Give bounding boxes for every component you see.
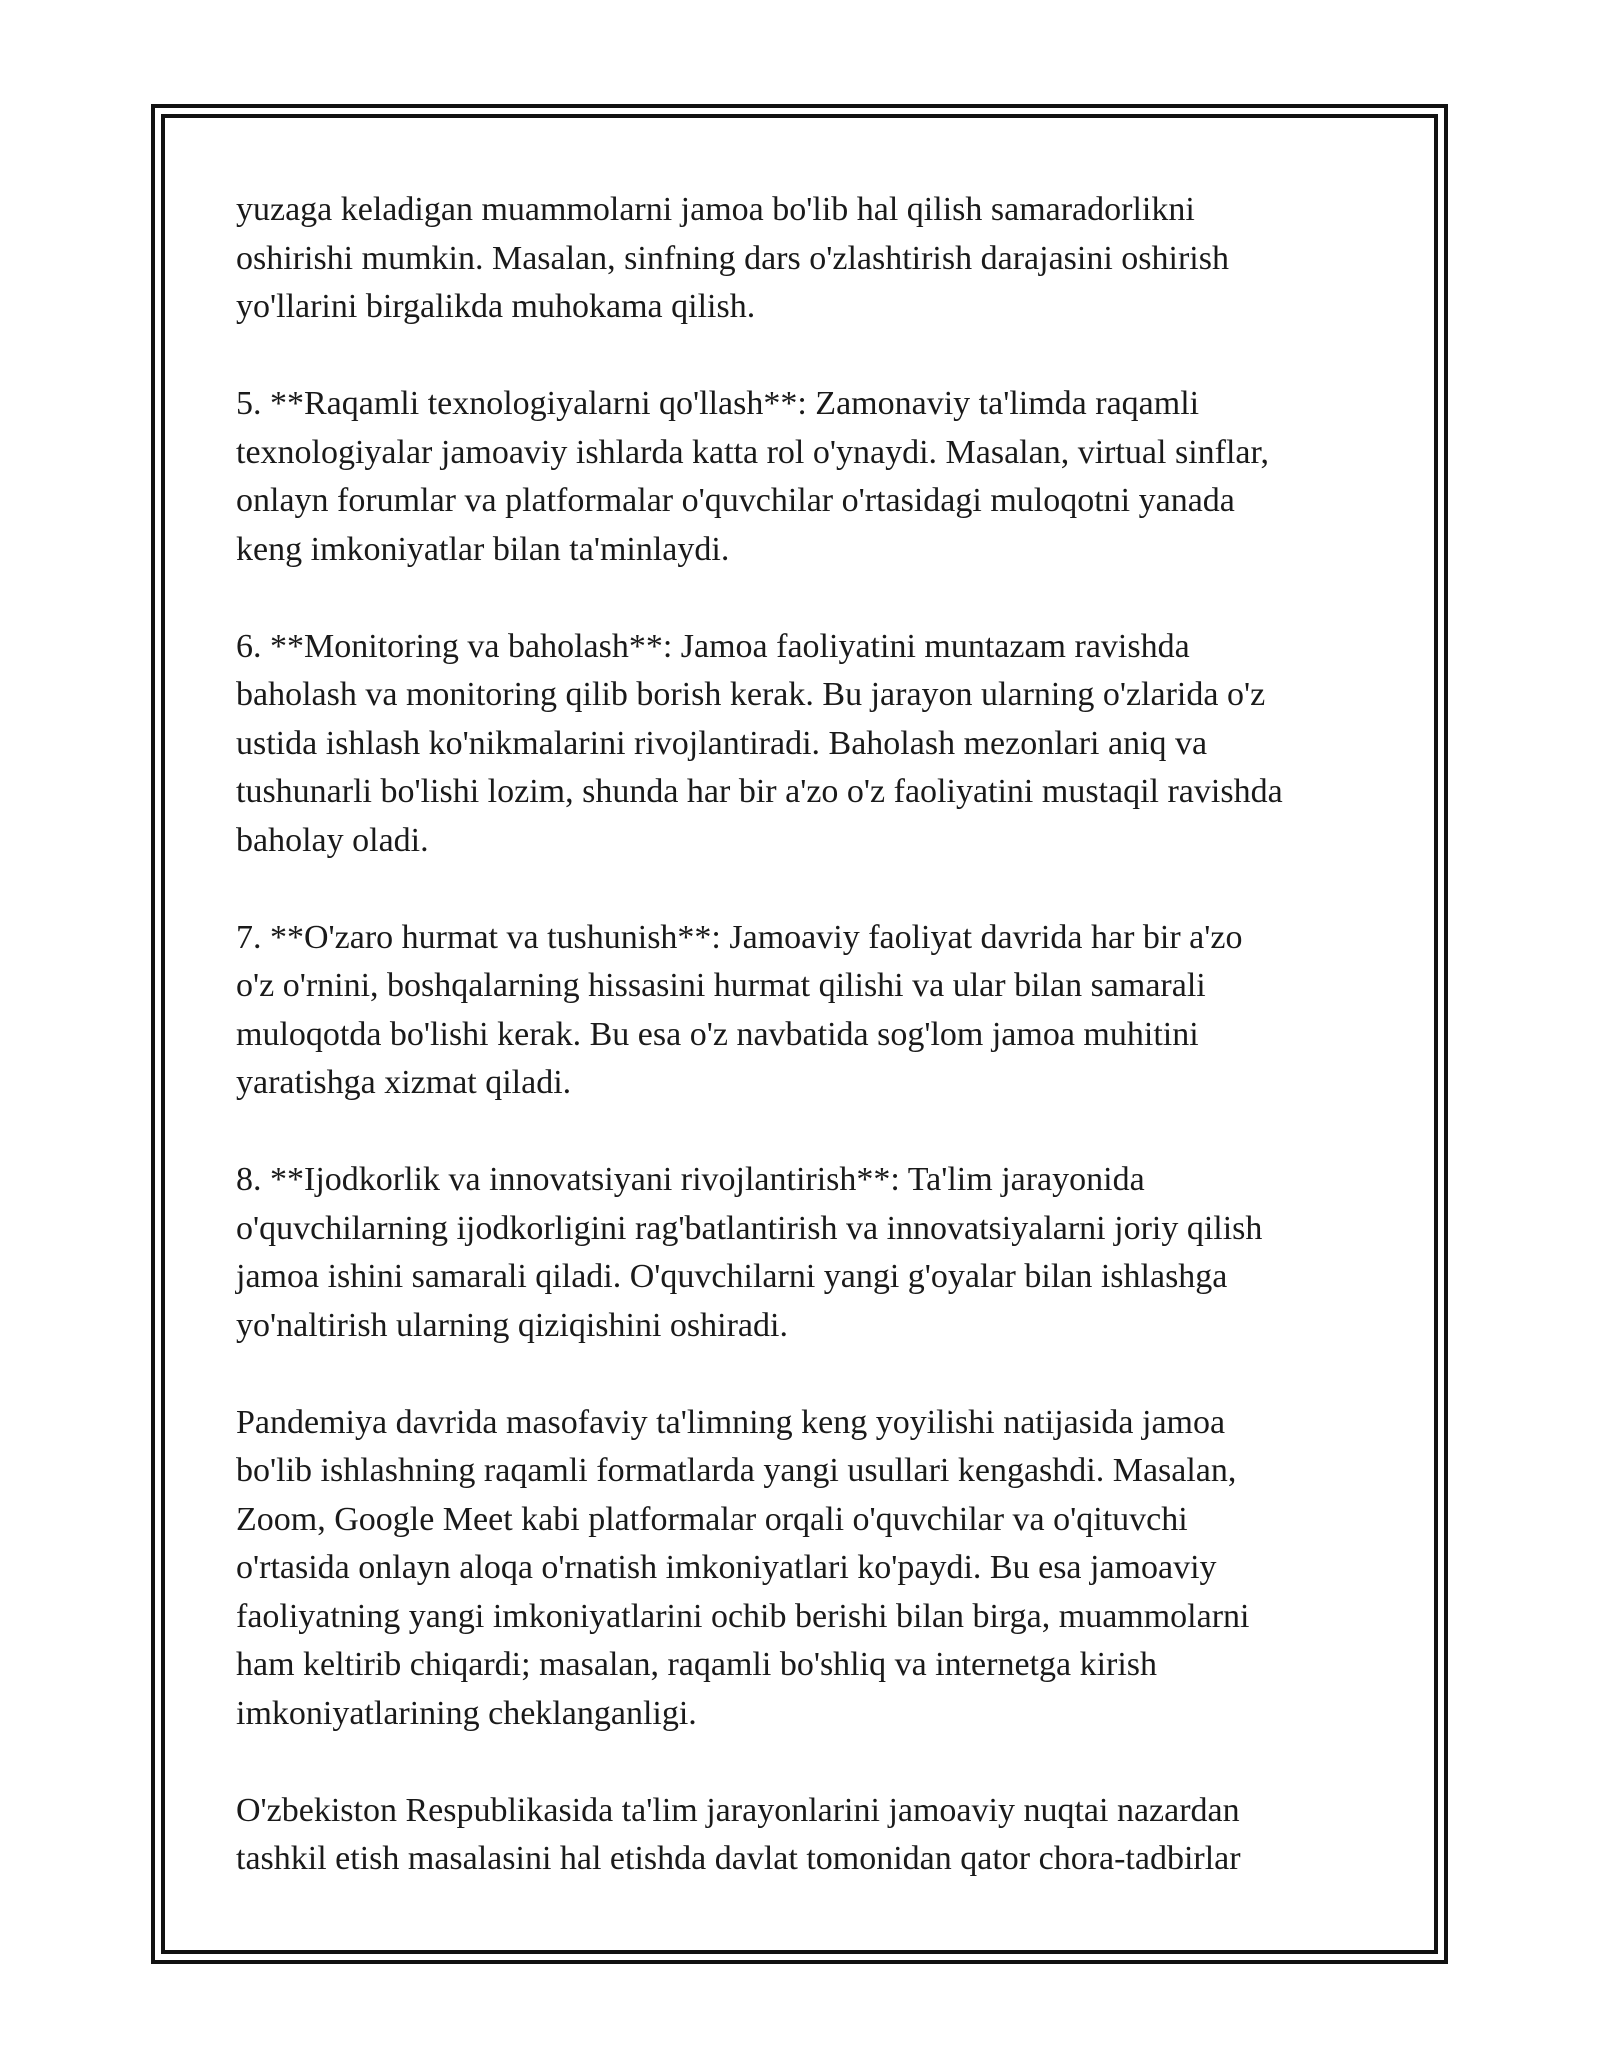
text-line: o'quvchilarning ijodkorligini rag'batlantirish va innovatsiyalarni joriy qilish bbox=[236, 1209, 1263, 1247]
text-line: yo'naltirish ularning qiziqishini oshiradi. bbox=[236, 1306, 788, 1344]
text-line: O'zbekiston Respublikasida ta'lim jarayonlarini jamoaviy nuqtai nazardan bbox=[236, 1791, 1240, 1829]
paragraph bbox=[236, 1787, 1386, 1884]
text-line: Zoom, Google Meet kabi platformalar orqali o'quvchilar va o'qituvchi bbox=[236, 1500, 1188, 1538]
text-line: muloqotda bo'lishi kerak. Bu esa o'z navbatida sog'lom jamoa muhitini bbox=[236, 1015, 1199, 1053]
text-line: o'z o'rnini, boshqalarning hissasini hurmat qilishi va ular bilan samarali bbox=[236, 967, 1206, 1004]
paragraph bbox=[236, 914, 1386, 1108]
paragraph bbox=[236, 186, 1386, 332]
text-line: yaratishga xizmat qiladi. bbox=[236, 1064, 572, 1101]
text-line: yo'llarini birgalikda muhokama qilish. bbox=[236, 288, 756, 325]
text-line: yuzaga keladigan muammolarni jamoa bo'lib hal qilish samaradorlikni bbox=[236, 191, 1195, 228]
text-line: 5. **Raqamli texnologiyalarni qo'llash**: Zamonaviy ta'limda raqamli bbox=[236, 385, 1200, 422]
text-line: bo'lib ishlashning raqamli formatlarda yangi usullari kengashdi. Masalan, bbox=[236, 1452, 1237, 1489]
text-line: 8. **Ijodkorlik va innovatsiyani rivojlantirish**: Ta'lim jarayonida bbox=[236, 1161, 1145, 1198]
paragraph bbox=[236, 380, 1386, 574]
text-line: texnologiyalar jamoaviy ishlarda katta rol o'ynaydi. Masalan, virtual sinflar, bbox=[236, 433, 1269, 471]
text-line: baholay oladi. bbox=[236, 821, 429, 859]
paragraph bbox=[236, 1156, 1386, 1350]
text-line: onlayn forumlar va platformalar o'quvchilar o'rtasidagi muloqotni yanada bbox=[236, 482, 1235, 519]
text-line: tushunarli bo'lishi lozim, shunda har bir a'zo o'z faoliyatini mustaqil ravishda bbox=[236, 773, 1283, 810]
text-line: jamoa ishini samarali qiladi. O'quvchilarni yangi g'oyalar bilan ishlashga bbox=[236, 1258, 1228, 1295]
text-line: keng imkoniyatlar bilan ta'minlaydi. bbox=[236, 530, 730, 568]
paragraph bbox=[236, 623, 1386, 866]
paragraph bbox=[236, 1399, 1386, 1739]
text-line: oshirishi mumkin. Masalan, sinfning dars o'zlashtirish darajasini oshirish bbox=[236, 239, 1229, 277]
text-line: baholash va monitoring qilib borish kerak. Bu jarayon ularning o'zlarida o'z bbox=[236, 676, 1266, 713]
text-line: ustida ishlash ko'nikmalarini rivojlantiradi. Baholash mezonlari aniq va bbox=[236, 724, 1208, 762]
text-line: Pandemiya davrida masofaviy ta'limning keng yoyilishi natijasida jamoa bbox=[236, 1403, 1226, 1441]
text-line: 6. **Monitoring va baholash**: Jamoa faoliyatini muntazam ravishda bbox=[236, 627, 1190, 665]
text-line: imkoniyatlarining cheklanganligi. bbox=[236, 1694, 697, 1732]
text-line: tashkil etish masalasini hal etishda davlat tomonidan qator chora-tadbirlar bbox=[236, 1840, 1241, 1877]
text-line: faoliyatning yangi imkoniyatlarini ochib berishi bilan birga, muammolarni bbox=[236, 1597, 1250, 1635]
document-body bbox=[236, 186, 1386, 1884]
text-line: 7. **O'zaro hurmat va tushunish**: Jamoaviy faoliyat davrida har bir a'zo bbox=[236, 918, 1243, 956]
text-line: ham keltirib chiqardi; masalan, raqamli bo'shliq va internetga kirish bbox=[236, 1646, 1158, 1683]
text-line: o'rtasida onlayn aloqa o'rnatish imkoniyatlari ko'paydi. Bu esa jamoaviy bbox=[236, 1549, 1217, 1586]
